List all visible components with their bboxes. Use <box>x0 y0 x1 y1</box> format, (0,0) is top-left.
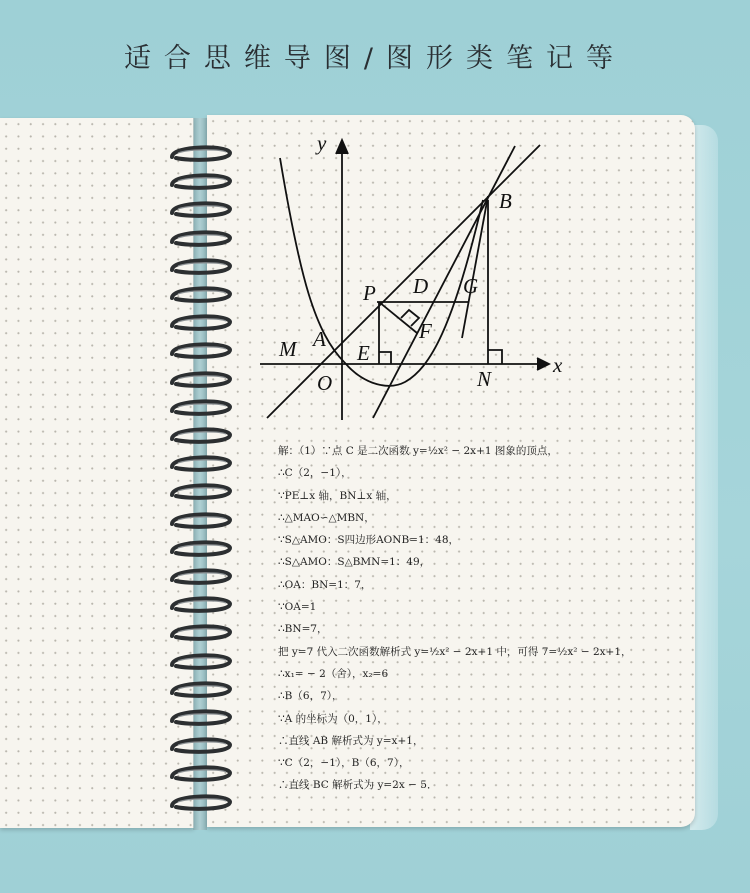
solution-line: ∴C（2，−1）， <box>278 467 352 480</box>
banner-title: 适合思维导图/图形类笔记等 <box>123 43 627 74</box>
line-ab <box>267 145 540 418</box>
solution-line: ∴x₁= − 2（舍），x₂=6 <box>278 667 389 680</box>
label-m: M <box>279 337 297 361</box>
spiral-ring <box>168 227 234 249</box>
label-b: B <box>499 189 512 213</box>
solution-line: ∴直线 BC 解析式为 y=2x − 5． <box>278 779 438 792</box>
left-notebook-page <box>0 118 194 828</box>
spiral-ring <box>168 311 234 333</box>
spiral-ring <box>168 283 234 305</box>
spiral-ring <box>168 678 234 700</box>
spiral-ring <box>168 170 234 192</box>
spiral-ring <box>168 480 234 502</box>
spiral-ring <box>168 734 234 756</box>
spiral-ring <box>168 593 234 615</box>
label-y: y <box>317 131 327 155</box>
label-a: A <box>313 327 326 351</box>
spiral-ring <box>168 368 234 390</box>
spiral-ring <box>168 339 234 361</box>
solution-line: ∵S△AMO：S四边形AONB=1：48， <box>278 534 460 547</box>
solution-line: ∴OA：BN=1：7， <box>278 578 372 591</box>
label-d: D <box>413 274 429 298</box>
solution-line: ∵OA=1 <box>278 601 317 614</box>
spiral-ring <box>168 142 234 164</box>
spiral-ring <box>168 621 234 643</box>
label-o: O <box>317 371 333 395</box>
spiral-ring <box>168 537 234 559</box>
solution-line: ∴B（6，7）， <box>278 690 343 703</box>
solution-line: ∵A 的坐标为（0，1）， <box>278 712 388 725</box>
label-e: E <box>357 341 370 365</box>
solution-text <box>278 440 678 797</box>
right-angle-n <box>488 350 502 364</box>
parabola-diagram <box>255 128 575 428</box>
right-angle-f <box>401 310 419 326</box>
spiral-ring <box>168 565 234 587</box>
label-g: G <box>463 274 479 298</box>
spiral-ring <box>168 452 234 474</box>
spiral-ring <box>168 396 234 418</box>
label-p: P <box>363 281 376 305</box>
label-x: x <box>553 353 563 377</box>
solution-line: ∴△MAO∽△MBN， <box>278 511 375 524</box>
solution-line: 解：（1）∵点 C 是二次函数 y=½x² − 2x+1 图象的顶点， <box>278 445 558 457</box>
spiral-ring <box>168 791 234 813</box>
right-angle-e <box>379 352 391 364</box>
spiral-ring <box>168 706 234 728</box>
spiral-ring <box>168 762 234 784</box>
solution-line: ∵PE⊥x 轴，BN⊥x 轴， <box>278 489 397 502</box>
label-n: N <box>477 367 492 391</box>
x-axis-arrow <box>537 358 549 370</box>
solution-line: ∴S△AMO：S△BMN=1：49， <box>278 556 431 569</box>
spiral-ring <box>168 650 234 672</box>
spiral-ring <box>168 255 234 277</box>
y-axis-arrow <box>336 140 348 154</box>
solution-line: ∴直线 AB 解析式为 y=x+1， <box>278 734 424 747</box>
solution-line: ∵C（2，−1），B（6，7）， <box>278 757 410 770</box>
label-f: F <box>419 319 432 343</box>
spiral-ring <box>168 424 234 446</box>
solution-line: ∴BN=7， <box>278 623 328 636</box>
segment-pf <box>379 302 417 333</box>
solution-line: 把 y=7 代入二次函数解析式 y=½x² − 2x+1 中，可得 7=½x² − 2x+1， <box>278 645 632 658</box>
spiral-ring <box>168 509 234 531</box>
spiral-ring <box>168 198 234 220</box>
line-bc <box>373 146 515 418</box>
